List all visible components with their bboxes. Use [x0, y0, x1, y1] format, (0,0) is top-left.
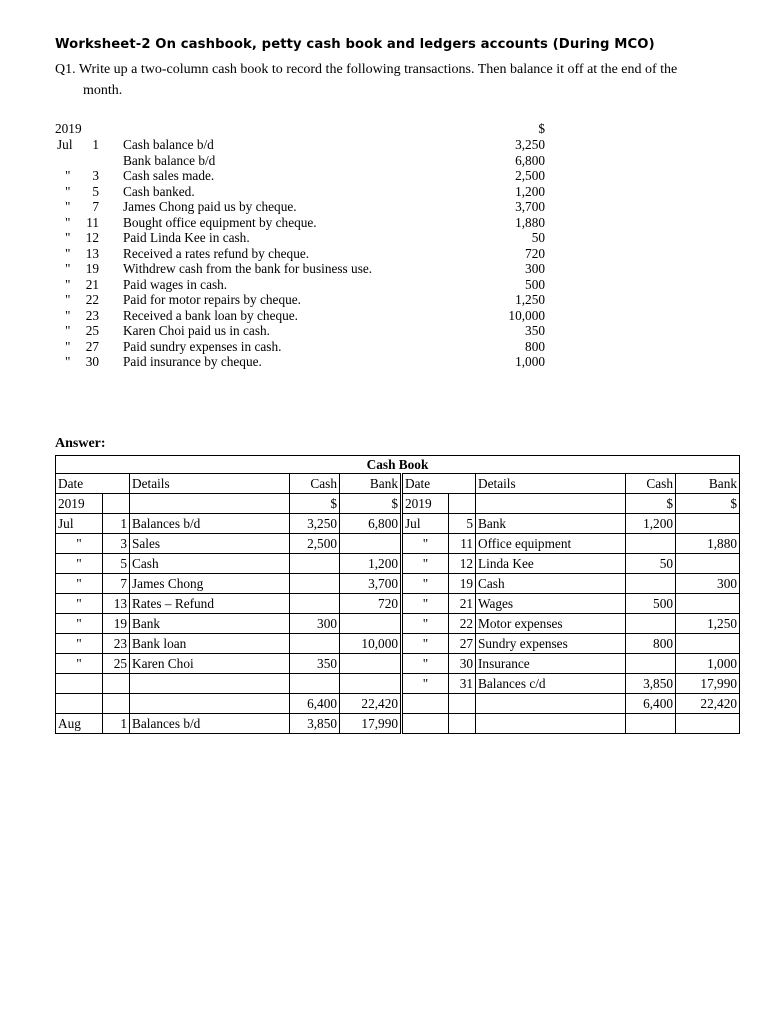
transaction-row: [55, 199, 547, 215]
credit-cash: 3,850: [626, 674, 676, 694]
debit-bank: 6,800: [340, 514, 402, 534]
transaction-month: ": [65, 245, 71, 261]
transaction-day: 21: [85, 276, 99, 292]
transaction-day: 19: [85, 261, 99, 276]
transaction-amount: 1,000: [515, 354, 545, 369]
credit-date-month: ": [402, 534, 449, 554]
transaction-row: [55, 308, 547, 324]
cash-book-row: [56, 634, 740, 654]
transaction-row: [55, 230, 547, 246]
credit-date-day: 31: [449, 674, 476, 694]
question-line-1: Q1. Write up a two-column cash book to record the following transactions. Then balance it off at the end of the: [55, 62, 678, 77]
credit-date-month: ": [402, 634, 449, 654]
credit-date-day: 19: [449, 574, 476, 594]
debit-bank: [340, 654, 402, 674]
credit-date-month: ": [402, 554, 449, 574]
debit-cash: [290, 594, 340, 614]
transaction-month: ": [65, 307, 71, 323]
question-line-2: month.: [83, 83, 123, 98]
debit-details: Bank: [130, 614, 290, 634]
credit-details: Linda Kee: [476, 554, 626, 574]
debit-details: Rates – Refund: [130, 594, 290, 614]
transaction-amount: 350: [525, 323, 545, 338]
debit-date-header: Date: [56, 474, 130, 494]
credit-cash: [626, 534, 676, 554]
debit-date-day: 25: [103, 654, 130, 674]
debit-bank: 720: [340, 594, 402, 614]
debit-date-day: [103, 674, 130, 694]
transaction-month: ": [65, 168, 71, 183]
transaction-day: 3: [92, 168, 99, 183]
debit-details-header: Details: [130, 474, 290, 494]
debit-details: [130, 494, 290, 514]
credit-date-header: Date: [402, 474, 476, 494]
debit-cash: 350: [290, 654, 340, 674]
debit-date-month: ": [56, 554, 103, 574]
debit-cash: 300: [290, 614, 340, 634]
debit-bank: $: [340, 494, 402, 514]
transaction-description: Bought office equipment by cheque.: [123, 214, 317, 230]
transaction-day: 11: [86, 214, 99, 230]
debit-cash: [290, 674, 340, 694]
debit-date-day: 7: [103, 574, 130, 594]
credit-cash: [626, 714, 676, 734]
transaction-day: 27: [85, 338, 99, 354]
transaction-description: Bank balance b/d: [123, 152, 216, 168]
transaction-description: Paid insurance by cheque.: [123, 354, 262, 369]
debit-date-month: ": [56, 654, 103, 674]
debit-date-month: Aug: [56, 714, 103, 734]
debit-cash: 3,850: [290, 714, 340, 734]
credit-date-day: [449, 714, 476, 734]
transaction-description: Paid wages in cash.: [123, 276, 228, 292]
transaction-description: Received a bank loan by cheque.: [123, 307, 299, 323]
credit-date-month: [402, 694, 449, 714]
credit-date-month: [402, 714, 449, 734]
transaction-row: [55, 153, 547, 169]
transaction-day: 5: [92, 183, 99, 199]
credit-details: [476, 494, 626, 514]
transaction-row: [55, 323, 547, 339]
debit-date-month: ": [56, 634, 103, 654]
credit-details: Office equipment: [476, 534, 626, 554]
credit-cash: 50: [626, 554, 676, 574]
transaction-description: Cash balance b/d: [123, 137, 214, 152]
debit-bank: 3,700: [340, 574, 402, 594]
transaction-description: Paid sundry expenses in cash.: [123, 338, 282, 354]
transactions-currency: $: [538, 121, 545, 136]
transaction-description: Withdrew cash from the bank for business use.: [123, 261, 373, 276]
transaction-description: Received a rates refund by cheque.: [123, 245, 310, 261]
transaction-month: ": [65, 261, 71, 276]
credit-details: Bank: [476, 514, 626, 534]
transaction-month: ": [65, 199, 71, 214]
debit-cash: [290, 554, 340, 574]
debit-bank: [340, 534, 402, 554]
credit-bank: 22,420: [676, 694, 740, 714]
credit-details: Balances c/d: [476, 674, 626, 694]
credit-date-day: 5: [449, 514, 476, 534]
debit-details: [130, 694, 290, 714]
cash-book-row: [56, 514, 740, 534]
debit-cash: 6,400: [290, 694, 340, 714]
debit-date-day: 1: [103, 714, 130, 734]
transaction-amount: 2,500: [515, 168, 545, 183]
transaction-day: 22: [85, 292, 99, 307]
transaction-row: [55, 215, 547, 231]
debit-date-month: [56, 694, 103, 714]
credit-details: Sundry expenses: [476, 634, 626, 654]
cash-book-row: [56, 614, 740, 634]
debit-cash: $: [290, 494, 340, 514]
cash-book-row: [56, 654, 740, 674]
transactions-year: 2019: [55, 121, 82, 136]
question-text: [55, 59, 705, 101]
debit-details: Balances b/d: [130, 714, 290, 734]
credit-cash: 500: [626, 594, 676, 614]
credit-bank: 1,880: [676, 534, 740, 554]
debit-details: Sales: [130, 534, 290, 554]
transaction-month: ": [65, 276, 71, 292]
transaction-day: 7: [92, 199, 99, 214]
cash-book-row: [56, 674, 740, 694]
credit-date-day: [449, 694, 476, 714]
cash-book-row: [56, 554, 740, 574]
debit-date-day: [103, 494, 130, 514]
credit-cash: 800: [626, 634, 676, 654]
debit-details: James Chong: [130, 574, 290, 594]
credit-bank: 1,250: [676, 614, 740, 634]
debit-date-day: 23: [103, 634, 130, 654]
credit-bank: [676, 554, 740, 574]
credit-cash: [626, 574, 676, 594]
credit-date-month: ": [402, 594, 449, 614]
credit-cash: 6,400: [626, 694, 676, 714]
transaction-description: Cash banked.: [123, 183, 195, 199]
transaction-description: Karen Choi paid us in cash.: [123, 323, 270, 338]
transaction-amount: 720: [525, 245, 545, 261]
debit-date-month: ": [56, 574, 103, 594]
debit-cash: 2,500: [290, 534, 340, 554]
credit-date-day: 12: [449, 554, 476, 574]
transaction-description: Cash sales made.: [123, 168, 215, 183]
credit-date-month: ": [402, 654, 449, 674]
credit-details: Wages: [476, 594, 626, 614]
credit-date-month: 2019: [402, 494, 449, 514]
credit-date-month: Jul: [402, 514, 449, 534]
transaction-row: [55, 261, 547, 277]
credit-bank-header: Bank: [676, 474, 740, 494]
transaction-amount: 6,800: [515, 152, 545, 168]
transaction-amount: 10,000: [508, 307, 545, 323]
cash-book-row: [56, 714, 740, 734]
credit-bank: 300: [676, 574, 740, 594]
transaction-amount: 1,250: [515, 292, 545, 307]
debit-cash: [290, 574, 340, 594]
credit-cash: $: [626, 494, 676, 514]
debit-date-month: ": [56, 594, 103, 614]
credit-details: Motor expenses: [476, 614, 626, 634]
debit-details: Balances b/d: [130, 514, 290, 534]
debit-details: [130, 674, 290, 694]
credit-details: [476, 694, 626, 714]
cash-book-row: [56, 534, 740, 554]
cash-book-table: [55, 455, 740, 734]
credit-date-day: 27: [449, 634, 476, 654]
debit-bank: 22,420: [340, 694, 402, 714]
cash-book-caption: Cash Book: [56, 456, 740, 474]
transaction-day: 30: [85, 354, 99, 369]
credit-date-month: ": [402, 614, 449, 634]
credit-bank: [676, 634, 740, 654]
transaction-month: ": [65, 214, 71, 230]
debit-bank-header: Bank: [340, 474, 402, 494]
debit-date-day: 13: [103, 594, 130, 614]
transaction-row: [55, 354, 547, 370]
credit-details: Insurance: [476, 654, 626, 674]
cash-book-row: [56, 574, 740, 594]
transaction-month: ": [65, 230, 71, 245]
transaction-description: Paid Linda Kee in cash.: [123, 230, 250, 245]
transaction-month: Jul: [57, 137, 73, 152]
debit-date-day: 5: [103, 554, 130, 574]
transaction-month: ": [65, 354, 71, 369]
cash-book-row: [56, 694, 740, 714]
credit-bank: 1,000: [676, 654, 740, 674]
credit-cash: [626, 614, 676, 634]
transaction-day: 1: [92, 137, 99, 152]
credit-date-day: 11: [449, 534, 476, 554]
debit-date-day: 1: [103, 514, 130, 534]
debit-bank: 1,200: [340, 554, 402, 574]
debit-date-month: ": [56, 534, 103, 554]
debit-date-day: 19: [103, 614, 130, 634]
cash-book-caption-row: [56, 456, 740, 474]
credit-date-day: 21: [449, 594, 476, 614]
debit-cash: [290, 634, 340, 654]
credit-bank: [676, 514, 740, 534]
transaction-month: ": [65, 183, 71, 199]
transaction-month: ": [65, 292, 71, 307]
credit-details: [476, 714, 626, 734]
worksheet-title: Worksheet-2 On cashbook, petty cash book and ledgers accounts (During MCO): [55, 37, 655, 52]
credit-details-header: Details: [476, 474, 626, 494]
transaction-amount: 3,700: [515, 199, 545, 214]
cash-book-row: [56, 494, 740, 514]
debit-date-month: [56, 674, 103, 694]
transaction-row: [55, 168, 547, 184]
credit-cash-header: Cash: [626, 474, 676, 494]
credit-date-day: 22: [449, 614, 476, 634]
credit-bank: [676, 714, 740, 734]
transaction-row: [55, 137, 547, 153]
credit-bank: $: [676, 494, 740, 514]
debit-date-day: [103, 694, 130, 714]
transaction-amount: 500: [525, 276, 545, 292]
credit-date-day: 30: [449, 654, 476, 674]
transaction-day: 23: [85, 307, 99, 323]
credit-cash: 1,200: [626, 514, 676, 534]
transaction-amount: 3,250: [515, 137, 545, 152]
transaction-day: 13: [85, 245, 99, 261]
transaction-row: [55, 277, 547, 293]
transaction-row: [55, 292, 547, 308]
debit-cash-header: Cash: [290, 474, 340, 494]
credit-date-month: ": [402, 674, 449, 694]
transaction-description: James Chong paid us by cheque.: [123, 199, 297, 214]
debit-date-month: ": [56, 614, 103, 634]
cash-book-row: [56, 594, 740, 614]
transaction-amount: 1,880: [515, 214, 545, 230]
transaction-day: 12: [85, 230, 99, 245]
debit-details: Karen Choi: [130, 654, 290, 674]
transaction-month: ": [65, 338, 71, 354]
credit-cash: [626, 654, 676, 674]
debit-cash: 3,250: [290, 514, 340, 534]
credit-details: Cash: [476, 574, 626, 594]
transaction-row: [55, 246, 547, 262]
transaction-day: 25: [85, 323, 99, 338]
debit-details: Bank loan: [130, 634, 290, 654]
credit-date-month: ": [402, 574, 449, 594]
transaction-month: ": [65, 323, 71, 338]
credit-date-day: [449, 494, 476, 514]
transaction-row: [55, 184, 547, 200]
credit-bank: [676, 594, 740, 614]
debit-date-month: Jul: [56, 514, 103, 534]
debit-bank: 10,000: [340, 634, 402, 654]
answer-label: Answer:: [55, 436, 106, 451]
transaction-amount: 800: [525, 338, 545, 354]
debit-date-day: 3: [103, 534, 130, 554]
debit-date-month: 2019: [56, 494, 103, 514]
transaction-amount: 50: [531, 230, 545, 245]
credit-bank: 17,990: [676, 674, 740, 694]
debit-bank: [340, 674, 402, 694]
transaction-amount: 300: [525, 261, 545, 276]
debit-bank: 17,990: [340, 714, 402, 734]
debit-bank: [340, 614, 402, 634]
transaction-row: [55, 339, 547, 355]
transaction-amount: 1,200: [515, 183, 545, 199]
transaction-description: Paid for motor repairs by cheque.: [123, 292, 301, 307]
debit-details: Cash: [130, 554, 290, 574]
cash-book-header-row: [56, 474, 740, 494]
